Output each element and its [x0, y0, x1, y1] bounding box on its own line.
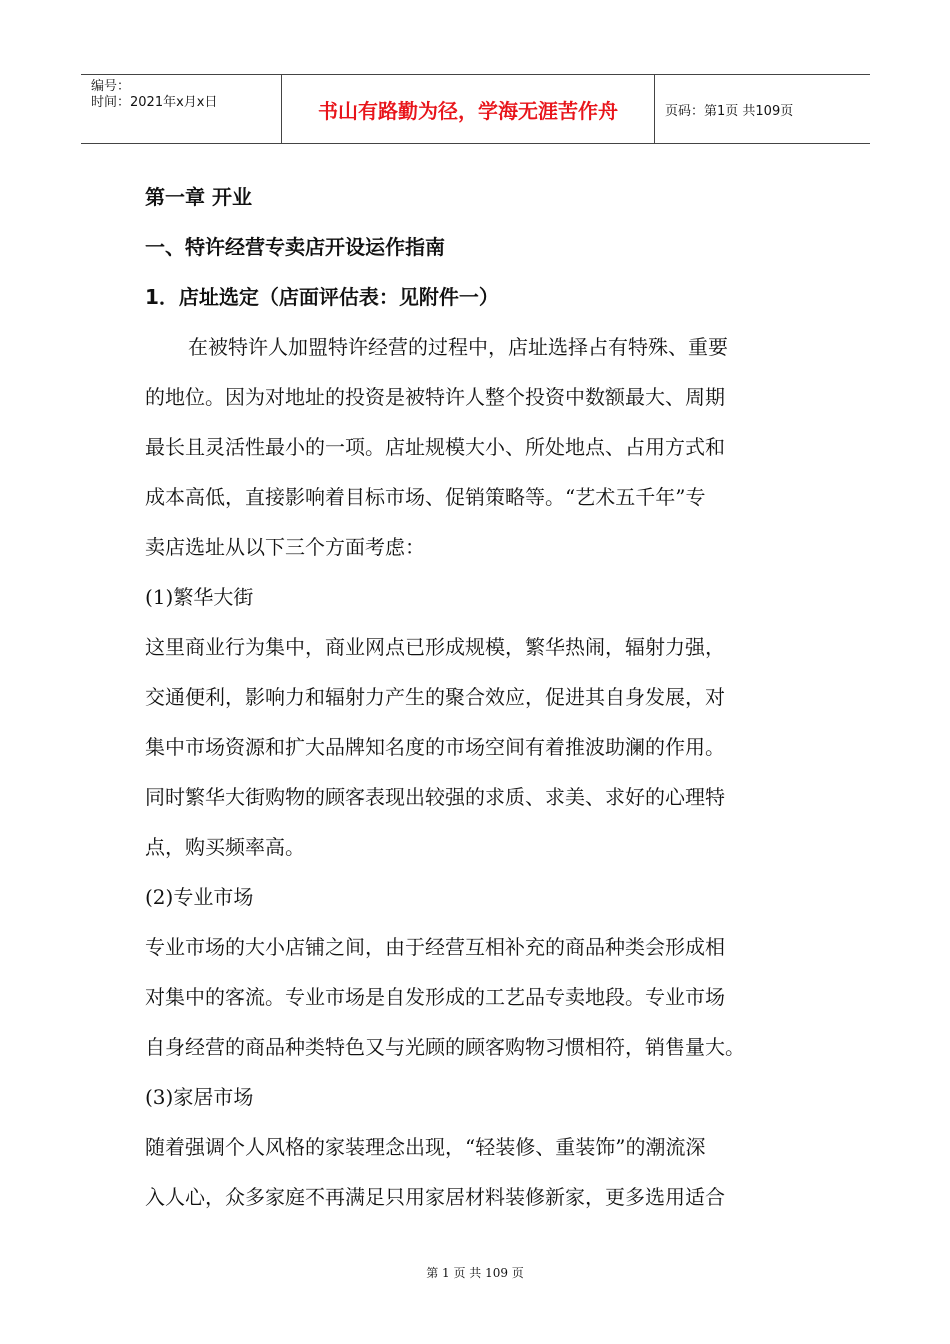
item-title: (1)繁华大街: [145, 585, 254, 609]
paragraph-line: 交通便利，影响力和辐射力产生的聚合效应，促进其自身发展，对: [145, 685, 725, 709]
page-code-text: 页码：第1页 共109页: [665, 103, 794, 119]
header-page-code: [655, 75, 870, 143]
subsection-heading: 1．店址选定（店面评估表：见附件一）: [145, 285, 499, 309]
paragraph-line: 随着强调个人风格的家装理念出现，“轻装修、重装饰”的潮流深: [145, 1135, 706, 1159]
paragraph-line: 点，购买频率高。: [145, 835, 305, 859]
item-title: (3)家居市场: [145, 1085, 254, 1109]
paragraph-line: 专业市场的大小店铺之间，由于经营互相补充的商品种类会形成相: [145, 935, 725, 959]
document-body: [145, 172, 807, 1222]
paragraph-line: 最长且灵活性最小的一项。店址规模大小、所处地点、占用方式和: [145, 435, 725, 459]
paragraph-line: 成本高低，直接影响着目标市场、促销策略等。“艺术五千年”专: [145, 485, 706, 509]
paragraph-line: 这里商业行为集中，商业网点已形成规模，繁华热闹，辐射力强，: [145, 635, 725, 659]
paragraph-line: 卖店选址从以下三个方面考虑：: [145, 535, 425, 559]
chapter-heading: 第一章 开业: [145, 185, 252, 209]
paragraph-line: 在被特许人加盟特许经营的过程中，店址选择占有特殊、重要: [188, 335, 728, 359]
item-title: (2)专业市场: [145, 885, 254, 909]
page-header: [81, 74, 870, 144]
header-motto-cell: [281, 75, 655, 143]
header-meta: [81, 75, 281, 143]
paragraph-line: 自身经营的商品种类特色又与光顾的顾客购物习惯相符，销售量大。: [145, 1035, 745, 1059]
footer-page-number: 第 1 页 共 109 页: [426, 1266, 524, 1280]
section-heading: 一、特许经营专卖店开设运作指南: [145, 235, 445, 259]
number-label: 编号：: [91, 79, 131, 94]
paragraph-line: 对集中的客流。专业市场是自发形成的工艺品专卖地段。专业市场: [145, 985, 725, 1009]
paragraph-line: 的地位。因为对地址的投资是被特许人整个投资中数额最大、周期: [145, 385, 725, 409]
paragraph-line: 集中市场资源和扩大品牌知名度的市场空间有着推波助澜的作用。: [145, 735, 725, 759]
page-footer: [0, 1264, 950, 1281]
paragraph-line: 入人心，众多家庭不再满足只用家居材料装修新家，更多选用适合: [145, 1185, 725, 1209]
time-label: 时间：2021年x月x日: [91, 95, 218, 110]
paragraph-line: 同时繁华大街购物的顾客表现出较强的求质、求美、求好的心理特: [145, 785, 725, 809]
motto-text: 书山有路勤为径，学海无涯苦作舟: [318, 98, 618, 123]
